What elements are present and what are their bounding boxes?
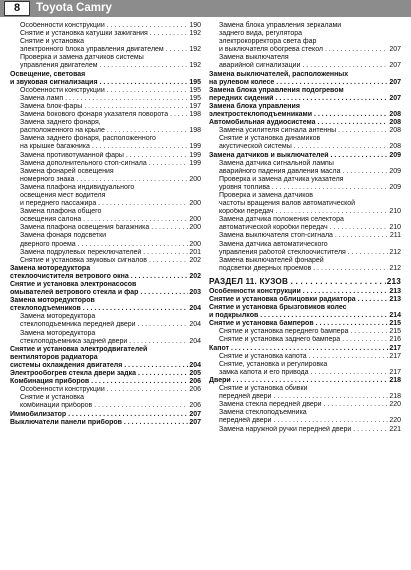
toc-entry-title: Капот . . . (209, 345, 401, 353)
toc-entry-title: Замена датчика сигнальной лампы (219, 159, 334, 167)
toc-entry-title: Особенности конструкции . . . (20, 386, 201, 394)
toc-entry-title: Замена моторедуктора (10, 264, 91, 272)
toc-entry-title: Снятие и установка капота . . . (219, 353, 401, 361)
toc-entry-title: электронного блока управления двигателем . . . (20, 46, 201, 54)
toc-entry (10, 338, 201, 346)
toc-entry-page: 200 (189, 175, 201, 183)
toc-entry (10, 143, 201, 151)
toc-right-column (209, 22, 401, 434)
toc-entry-page: 215 (389, 328, 401, 336)
toc-entry-title: замка капота и его привода . . . (219, 369, 401, 377)
toc-entry (10, 152, 201, 160)
toc-entry-page: 213 (389, 287, 401, 295)
toc-entry-page: 195 (189, 78, 201, 86)
toc-entry (10, 160, 201, 168)
toc-entry (209, 30, 401, 38)
toc-entry (10, 184, 201, 192)
toc-entry-title: Комбинация приборов . . . (10, 378, 201, 386)
toc-entry-title: Замена усилителя сигнала антенны . . . (219, 127, 401, 135)
toc-entry-title: и выключателя обогрева стекол . . . (219, 46, 401, 54)
toc-entry-title: Замена фонарей освещения (20, 167, 114, 175)
toc-entry-title: стеклоподъемника передней двери . . . (20, 321, 201, 329)
toc-entry (10, 46, 201, 54)
toc-entry-page: 204 (189, 305, 201, 313)
toc-entry-page: 208 (389, 119, 401, 127)
toc-entry-title: стеклоподъемников . . . (10, 305, 201, 313)
toc-entry-title: Снятие и установка заднего бампера . . . (219, 336, 401, 344)
toc-entry (209, 401, 401, 409)
toc-entry-page: 207 (389, 62, 401, 70)
toc-entry-title: стеклоподъемника задней двери . . . (20, 338, 201, 346)
toc-entry-title: коробки передач . . . (219, 208, 401, 216)
toc-entry (10, 62, 201, 70)
toc-entry-page: 200 (189, 240, 201, 248)
toc-entry (10, 216, 201, 224)
toc-entry-title: системы охлаждения двигателя . . . (10, 362, 201, 370)
toc-entry-title: Электрообогрев стекла двери задка . . . (10, 370, 201, 378)
toc-entry-title: аварийного падения давления масла . . . (219, 168, 401, 176)
toc-entry (209, 232, 401, 240)
toc-entry-page: 207 (189, 410, 201, 418)
toc-entry (209, 257, 401, 265)
toc-entry (209, 135, 401, 143)
toc-entry (10, 370, 201, 378)
toc-entry (209, 345, 401, 353)
toc-entry (10, 281, 201, 289)
toc-entry-title: Снятие и установка динамиков (219, 135, 321, 143)
toc-entry (209, 103, 401, 111)
toc-entry-page: 208 (389, 143, 401, 151)
toc-entry-title: Замена фонаря подсветки (20, 232, 107, 240)
toc-entry (209, 224, 401, 232)
toc-entry (209, 22, 401, 30)
toc-entry (209, 417, 401, 425)
toc-entry (209, 184, 401, 192)
toc-entry-page: 211 (389, 232, 401, 240)
toc-entry-title: Иммобилизатор . . . (10, 411, 201, 419)
toc-entry-title: Замена плафона общего (20, 208, 102, 216)
toc-entry-page: 220 (389, 401, 401, 409)
toc-entry-title: Замена заднего фонаря, расположенного (20, 135, 156, 143)
toc-entry-title: автоматической коробки передач . . . (219, 224, 401, 232)
toc-entry-title: Замена стекла передней двери . . . (219, 401, 401, 409)
toc-entry-title: Снятие и установка (20, 38, 85, 46)
toc-entry (10, 87, 201, 95)
toc-entry-title: Замена блока управления подогревом (209, 86, 344, 94)
toc-entry (10, 232, 201, 240)
toc-entry-title: Замена блока управления (209, 102, 300, 110)
toc-entry-title: Двери . . . (209, 377, 401, 385)
toc-entry (10, 289, 201, 297)
toc-entry-page: 204 (189, 361, 201, 369)
toc-entry (10, 135, 201, 143)
toc-entry (209, 393, 401, 401)
toc-entry-title: Замена выключателей фонарей (219, 256, 324, 264)
toc-entry (10, 249, 201, 257)
toc-entry (209, 426, 401, 434)
toc-entry (209, 79, 401, 87)
toc-entry-title: освещения салона . . . (20, 216, 201, 224)
toc-entry-title: передних сидений . . . (209, 95, 401, 103)
toc-entry-title: вентиляторов радиатора (10, 353, 98, 361)
toc-entry (209, 168, 401, 176)
toc-entry-title: акустической системы . . . (219, 143, 401, 151)
toc-entry-title: Особенности конструкции . . . (20, 22, 201, 30)
toc-entry (209, 336, 401, 344)
toc-entry-title: заднего вида, регулятора (219, 30, 303, 38)
toc-entry (209, 385, 401, 393)
toc-entry (10, 362, 201, 370)
toc-entry-title: Замена стеклоподъемника (219, 409, 307, 417)
toc-entry (209, 320, 401, 328)
toc-entry-title: Замена подрулевых переключателей . . . (20, 249, 201, 257)
toc-entry-title: Снятие и установка бамперов . . . (209, 320, 401, 328)
toc-entry-page: 192 (189, 30, 201, 38)
toc-entry (10, 192, 201, 200)
toc-entry-title: и переднего пассажира . . . (20, 200, 201, 208)
toc-entry (209, 249, 401, 257)
toc-entry-page: 213 (386, 276, 401, 286)
toc-entry-title: управления работой стеклоочистителя . . . (219, 249, 401, 257)
toc-entry-page: 217 (389, 352, 401, 360)
toc-entry (209, 38, 401, 46)
toc-entry (10, 30, 201, 38)
toc-entry-title: Замена блока управления зеркалами (219, 22, 342, 29)
toc-entry (209, 369, 401, 377)
toc-entry-page: 206 (189, 402, 201, 410)
toc-entry (209, 241, 401, 249)
toc-entry (10, 419, 201, 427)
toc-entry (209, 377, 401, 385)
toc-entry-page: 210 (389, 208, 401, 216)
toc-entry-page: 195 (189, 94, 201, 102)
toc-entry-title: расположенного на крыле . . . (20, 127, 201, 135)
toc-entry-title: частоты вращения валов автоматической (219, 200, 356, 208)
toc-entry (10, 176, 201, 184)
toc-entry-page: 198 (189, 127, 201, 135)
toc-entry (209, 54, 401, 62)
toc-entry-page: 199 (189, 143, 201, 151)
toc-entry-page: 200 (189, 216, 201, 224)
toc-entry-page: 206 (189, 386, 201, 394)
toc-entry-page: 214 (389, 312, 401, 320)
toc-entry-title: Снятие и установка электродвигателей (10, 345, 148, 353)
toc-entry-title: Снятие и установка электронасосов (10, 281, 137, 288)
toc-entry (10, 127, 201, 135)
toc-entry-title: Снятие и установка (20, 394, 85, 402)
toc-entry (10, 79, 201, 87)
toc-entry-page: 221 (389, 425, 401, 433)
toc-entry-page: 192 (189, 46, 201, 54)
toc-entry-title: стеклоочистителя ветрового окна . . . (10, 273, 201, 281)
toc-entry-title: Замена выключателя стоп-сигнала . . . (219, 232, 401, 240)
toc-entry-page: 207 (389, 46, 401, 54)
toc-entry-title: уровня топлива . . . (219, 184, 401, 192)
toc-entry-page: 210 (389, 224, 401, 232)
toc-entry-page: 217 (389, 344, 401, 352)
toc-entry-title: омывателей ветрового стекла и фар . . . (10, 289, 201, 297)
toc-left-column (10, 22, 201, 427)
toc-entry (10, 354, 201, 362)
toc-entry (10, 297, 201, 305)
toc-entry (209, 46, 401, 54)
toc-entry-title: Снятие и установка облицовки радиатора . . . (209, 296, 401, 304)
toc-entry (10, 71, 201, 79)
toc-entry-title: Замена плафона индивидуального (20, 183, 135, 191)
toc-entry-title: аварийной сигнализации . . . (219, 62, 401, 70)
toc-entry (209, 192, 401, 200)
toc-entry-title: Снятие, установка и регулировка (219, 360, 328, 368)
toc-entry-title: на рулевом колесе . . . (209, 79, 401, 87)
toc-entry-title: Особенности конструкции . . . (20, 87, 201, 95)
toc-entry (209, 71, 401, 79)
toc-entry (10, 111, 201, 119)
toc-entry-title: передней двери . . . (219, 393, 401, 401)
toc-entry (10, 394, 201, 402)
toc-entry-title: Особенности конструкции . . . (209, 288, 401, 296)
toc-entry (10, 346, 201, 354)
toc-entry-title: Проверка и замена датчика указателя (219, 175, 344, 183)
toc-entry (209, 304, 401, 312)
toc-entry (10, 241, 201, 249)
toc-entry (209, 152, 401, 160)
toc-entry (209, 409, 401, 417)
page-number: 8 (4, 1, 30, 16)
toc-entry (10, 257, 201, 265)
toc-entry-title: Замена бокового фонаря указателя поворота . . . (20, 111, 201, 119)
toc-entry-title: комбинации приборов . . . (20, 402, 201, 410)
toc-entry-title: Автомобильная аудиосистема . . . (209, 119, 401, 127)
toc-entry-page: 201 (189, 248, 201, 256)
toc-entry (10, 265, 201, 273)
toc-entry-title: Замена моторедуктора (20, 329, 96, 337)
toc-entry-title: дверного проема . . . (20, 241, 201, 249)
toc-entry-title: Замена дополнительного стоп-сигнала . . . (20, 160, 201, 168)
toc-entry (10, 200, 201, 208)
toc-entry (10, 402, 201, 410)
toc-entry-page: 192 (189, 62, 201, 70)
toc-entry-title: Проверка и замена датчиков системы (20, 54, 144, 62)
toc-entry-title: управления двигателем . . . (20, 62, 201, 70)
toc-entry-title: Снятие и установка переднего бампера . . . (219, 328, 401, 336)
toc-entry (10, 321, 201, 329)
toc-entry-page: 204 (189, 321, 201, 329)
toc-entry (10, 330, 201, 338)
toc-entry-page: 209 (389, 183, 401, 191)
toc-entry-page: 209 (389, 151, 401, 159)
toc-entry-title: и звуковая сигнализация . . . (10, 79, 201, 87)
toc-entry-title: Выключатели панели приборов . . . (10, 419, 201, 427)
toc-entry-title: Замена блок-фары . . . (20, 103, 201, 111)
toc-entry-page: 206 (189, 378, 201, 386)
toc-entry (10, 119, 201, 127)
toc-entry-title: Замена датчиков и выключателей . . . (209, 152, 401, 160)
toc-entry-page: 208 (389, 111, 401, 119)
toc-entry-title: Проверка и замена датчиков (219, 191, 314, 199)
toc-entry (10, 305, 201, 313)
toc-entry-title: РАЗДЕЛ 11. КУЗОВ . . . (209, 276, 401, 287)
toc-entry (209, 127, 401, 135)
toc-entry-title: Снятие и установка звуковых сигналов . . . (20, 257, 201, 265)
toc-entry (209, 312, 401, 320)
toc-entry-page: 199 (189, 151, 201, 159)
toc-entry-title: Снятие и установка обивки (219, 385, 308, 393)
toc-entry-title: электростеклоподъемниками . . . (209, 111, 401, 119)
toc-entry (10, 273, 201, 281)
toc-entry (209, 160, 401, 168)
toc-entry-title: освещения мест водителя (20, 191, 106, 199)
book-title: Toyota Camry (36, 2, 112, 14)
toc-entry-title: Замена выключателей, расположенных (209, 70, 349, 78)
toc-entry (209, 119, 401, 127)
toc-entry-title: Замена плафона освещения багажника . . . (20, 224, 201, 232)
toc-entry-title: Замена датчика положения селектора (219, 216, 344, 224)
toc-entry (209, 328, 401, 336)
toc-entry (209, 87, 401, 95)
toc-section-heading (209, 276, 401, 287)
toc-entry-title: Снятие и установка брызговиков колес (209, 304, 347, 312)
toc-entry-page: 205 (189, 370, 201, 378)
toc-entry (209, 361, 401, 369)
toc-entry (10, 103, 201, 111)
toc-entry-page: 212 (389, 248, 401, 256)
toc-entry-page: 202 (189, 272, 201, 280)
toc-entry-title: подсветки дверных проемов . . . (219, 265, 401, 273)
toc-entry (209, 265, 401, 273)
toc-entry-page: 218 (389, 393, 401, 401)
toc-entry-page: 212 (389, 264, 401, 272)
toc-entry (209, 216, 401, 224)
toc-entry (10, 208, 201, 216)
toc-entry-page: 218 (389, 376, 401, 384)
toc-entry-page: 202 (189, 256, 201, 264)
toc-entry-page: 207 (389, 94, 401, 102)
toc-entry-page: 217 (389, 368, 401, 376)
toc-entry (10, 54, 201, 62)
toc-entry (209, 95, 401, 103)
toc-entry-page: 199 (189, 159, 201, 167)
toc-entry (10, 313, 201, 321)
toc-entry-page: 220 (389, 417, 401, 425)
toc-entry (10, 168, 201, 176)
toc-entry (10, 378, 201, 386)
toc-entry-page: 209 (389, 167, 401, 175)
toc-entry (10, 38, 201, 46)
toc-entry-page: 195 (189, 86, 201, 94)
toc-entry-title: номерного знака . . . (20, 176, 201, 184)
page-header (0, 0, 411, 17)
toc-entry-title: Снятие и установка катушки зажигания . . . (20, 30, 201, 38)
toc-entry-title: и подкрылков . . . (209, 312, 401, 320)
toc-entry (209, 143, 401, 151)
toc-entry-title: Освещение, световая (10, 70, 86, 78)
toc-entry (10, 411, 201, 419)
toc-entry (209, 62, 401, 70)
toc-entry-title: Замена заднего фонаря, (20, 119, 101, 127)
toc-entry (209, 176, 401, 184)
toc-entry-page: 198 (189, 111, 201, 119)
toc-entry-title: Замена наружной ручки передней двери . . . (219, 426, 401, 434)
toc-entry-page: 213 (389, 296, 401, 303)
toc-entry-title: на крышке багажника . . . (20, 143, 201, 151)
toc-entry-page: 203 (189, 289, 201, 297)
toc-entry-page: 200 (189, 200, 201, 208)
toc-entry (10, 95, 201, 103)
toc-entry-page: 207 (189, 418, 201, 426)
toc-entry-page: 197 (189, 102, 201, 110)
toc-entry (209, 288, 401, 296)
toc-entry (209, 111, 401, 119)
toc-entry-title: Замена выключателя (219, 54, 289, 62)
toc-entry-page: 190 (189, 22, 201, 29)
toc-entry-title: передней двери . . . (219, 417, 401, 425)
toc-entry (209, 296, 401, 304)
toc-entry-title: Замена моторедукторов (10, 297, 95, 305)
toc-entry-page: 216 (389, 336, 401, 344)
toc-entry-page: 200 (189, 224, 201, 232)
toc-entry (209, 353, 401, 361)
toc-entry (209, 200, 401, 208)
toc-entry (10, 386, 201, 394)
toc-entry (209, 208, 401, 216)
toc-entry (10, 224, 201, 232)
toc-entry-title: электрокорректора света фар (219, 38, 317, 46)
toc-entry-title: Замена противотуманной фары . . . (20, 152, 201, 160)
toc-entry-title: Замена ламп . . . (20, 95, 201, 103)
toc-entry-page: 204 (189, 337, 201, 345)
toc-entry-title: Замена моторедуктора (20, 313, 96, 321)
toc-entry-title: Замена датчика автоматического (219, 240, 328, 248)
toc-entry (10, 22, 201, 30)
toc-entry-page: 207 (389, 78, 401, 86)
toc-entry-page: 215 (389, 320, 401, 328)
toc-entry-page: 208 (389, 127, 401, 135)
